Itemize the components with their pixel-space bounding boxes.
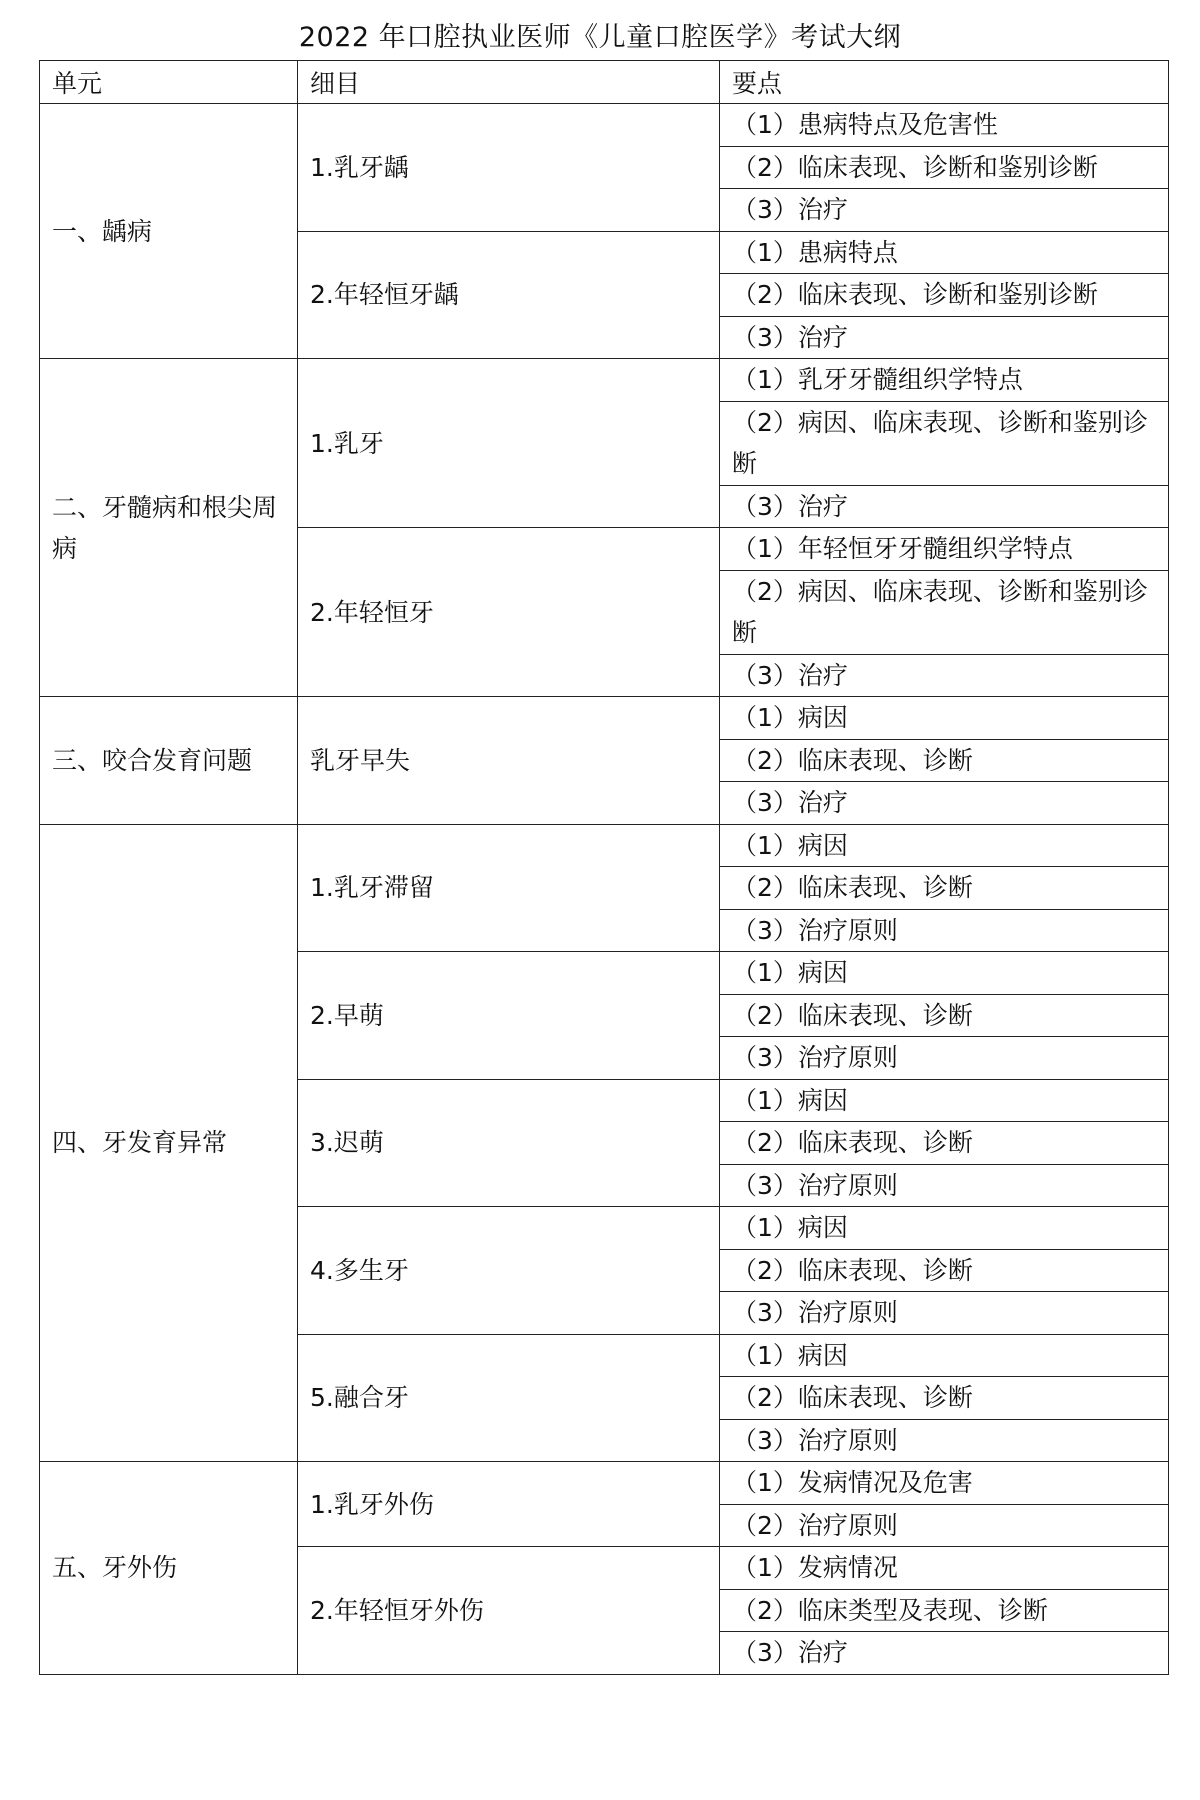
point-cell: （3）治疗原则 bbox=[720, 1292, 1169, 1335]
item-cell: 2.年轻恒牙 bbox=[298, 528, 720, 697]
point-cell: （1）病因 bbox=[720, 1207, 1169, 1250]
point-cell: （3）治疗 bbox=[720, 654, 1169, 697]
unit-cell: 五、牙外伤 bbox=[40, 1462, 298, 1675]
point-cell: （2）临床表现、诊断 bbox=[720, 994, 1169, 1037]
point-cell: （3）治疗原则 bbox=[720, 1164, 1169, 1207]
point-cell: （2）临床表现、诊断 bbox=[720, 1249, 1169, 1292]
point-cell: （1）病因 bbox=[720, 824, 1169, 867]
item-cell: 2.早萌 bbox=[298, 952, 720, 1080]
point-cell: （1）患病特点及危害性 bbox=[720, 104, 1169, 147]
point-cell: （2）病因、临床表现、诊断和鉴别诊断 bbox=[720, 570, 1169, 654]
table-row bbox=[40, 824, 1169, 867]
column-header-item: 细目 bbox=[298, 61, 720, 104]
item-cell: 4.多生牙 bbox=[298, 1207, 720, 1335]
unit-cell: 四、牙发育异常 bbox=[40, 824, 298, 1462]
table-row bbox=[40, 1462, 1169, 1505]
table-header-row bbox=[40, 61, 1169, 104]
item-cell: 5.融合牙 bbox=[298, 1334, 720, 1462]
point-cell: （3）治疗 bbox=[720, 782, 1169, 825]
item-cell: 1.乳牙 bbox=[298, 359, 720, 528]
point-cell: （1）患病特点 bbox=[720, 231, 1169, 274]
item-cell: 1.乳牙滞留 bbox=[298, 824, 720, 952]
point-cell: （2）病因、临床表现、诊断和鉴别诊断 bbox=[720, 401, 1169, 485]
point-cell: （1）乳牙牙髓组织学特点 bbox=[720, 359, 1169, 402]
item-cell: 1.乳牙龋 bbox=[298, 104, 720, 232]
point-cell: （3）治疗 bbox=[720, 1632, 1169, 1675]
item-cell: 2.年轻恒牙外伤 bbox=[298, 1547, 720, 1675]
point-cell: （1）病因 bbox=[720, 697, 1169, 740]
point-cell: （3）治疗原则 bbox=[720, 909, 1169, 952]
point-cell: （3）治疗 bbox=[720, 485, 1169, 528]
point-cell: （1）发病情况及危害 bbox=[720, 1462, 1169, 1505]
point-cell: （3）治疗 bbox=[720, 316, 1169, 359]
item-cell: 乳牙早失 bbox=[298, 697, 720, 825]
unit-cell: 三、咬合发育问题 bbox=[40, 697, 298, 825]
unit-cell: 一、龋病 bbox=[40, 104, 298, 359]
point-cell: （1）年轻恒牙牙髓组织学特点 bbox=[720, 528, 1169, 571]
point-cell: （2）临床表现、诊断 bbox=[720, 1122, 1169, 1165]
point-cell: （3）治疗 bbox=[720, 189, 1169, 232]
point-cell: （2）临床表现、诊断和鉴别诊断 bbox=[720, 274, 1169, 317]
point-cell: （2）临床类型及表现、诊断 bbox=[720, 1589, 1169, 1632]
table-row bbox=[40, 359, 1169, 402]
item-cell: 1.乳牙外伤 bbox=[298, 1462, 720, 1547]
point-cell: （2）临床表现、诊断 bbox=[720, 739, 1169, 782]
document-title: 2022 年口腔执业医师《儿童口腔医学》考试大纲 bbox=[298, 22, 902, 53]
unit-cell: 二、牙髓病和根尖周病 bbox=[40, 359, 298, 697]
point-cell: （3）治疗原则 bbox=[720, 1419, 1169, 1462]
point-cell: （2）临床表现、诊断和鉴别诊断 bbox=[720, 146, 1169, 189]
column-header-point: 要点 bbox=[720, 61, 1169, 104]
syllabus-table bbox=[39, 60, 1169, 1675]
point-cell: （1）病因 bbox=[720, 1334, 1169, 1377]
point-cell: （1）发病情况 bbox=[720, 1547, 1169, 1590]
item-cell: 2.年轻恒牙龋 bbox=[298, 231, 720, 359]
point-cell: （1）病因 bbox=[720, 952, 1169, 995]
item-cell: 3.迟萌 bbox=[298, 1079, 720, 1207]
table-row bbox=[40, 104, 1169, 147]
table-body bbox=[40, 104, 1169, 1675]
column-header-unit: 单元 bbox=[40, 61, 298, 104]
point-cell: （3）治疗原则 bbox=[720, 1037, 1169, 1080]
point-cell: （2）治疗原则 bbox=[720, 1504, 1169, 1547]
point-cell: （2）临床表现、诊断 bbox=[720, 1377, 1169, 1420]
point-cell: （2）临床表现、诊断 bbox=[720, 867, 1169, 910]
point-cell: （1）病因 bbox=[720, 1079, 1169, 1122]
table-row bbox=[40, 697, 1169, 740]
